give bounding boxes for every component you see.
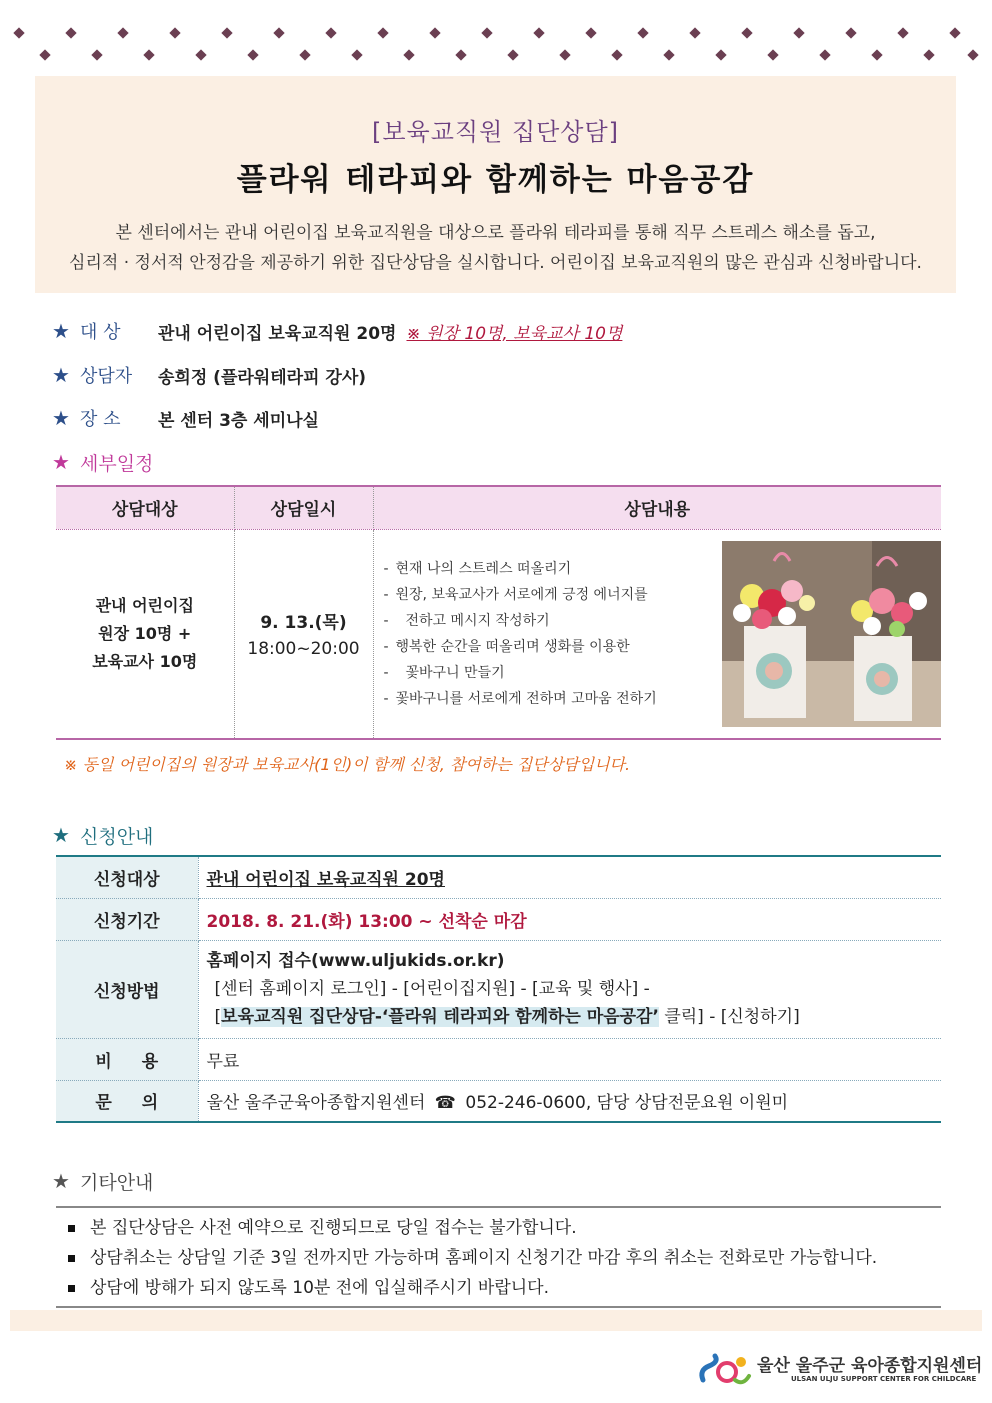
list-item-continued: - 전하고 메시지 작성하기 <box>384 608 657 634</box>
center-logo <box>697 1350 983 1390</box>
subtitle: [보육교직원 집단상담] <box>371 118 619 146</box>
apply-period-value: 2018. 8. 21.(화) 13:00 ~ 선착순 마감 <box>198 898 941 940</box>
apply-section-title: 신청안내 <box>80 825 154 848</box>
etc-list <box>68 1213 877 1303</box>
star-icon: ★ <box>52 406 70 430</box>
star-icon: ★ <box>52 450 70 474</box>
star-icon: ★ <box>52 319 70 343</box>
star-icon: ★ <box>52 1169 70 1193</box>
info-counselor-row <box>52 360 366 390</box>
etc-section-title: 기타안내 <box>80 1171 154 1194</box>
logo-name: 울산 울주군 육아종합지원센터 <box>757 1356 983 1376</box>
apply-row-method <box>56 940 941 1038</box>
apply-cost-value: 무료 <box>198 1038 941 1080</box>
apply-section-heading <box>52 820 153 850</box>
footer-band <box>10 1310 982 1331</box>
schedule-target-line: 원장 10명 + <box>98 623 192 643</box>
apply-cost-key: 비 용 <box>56 1038 198 1080</box>
list-item: - 현재 나의 스트레스 떠올리기 <box>384 556 657 582</box>
intro-line-1: 본 센터에서는 관내 어린이집 보육교직원을 대상으로 플라워 테라피를 통해 직무 스트레스 해소를 돕고, <box>115 223 876 243</box>
schedule-header-row <box>56 486 941 529</box>
apply-target-value: 관내 어린이집 보육교직원 20명 <box>198 856 941 898</box>
list-item: - 행복한 순간을 떠올리며 생화를 이용한 <box>384 634 657 660</box>
divider <box>56 1306 941 1308</box>
schedule-content-list <box>374 556 657 712</box>
schedule-section-heading <box>52 447 153 477</box>
decorative-dot-border <box>10 24 982 64</box>
apply-row-contact <box>56 1080 941 1122</box>
apply-contact-org: 울산 울주군육아종합지원센터 <box>206 1093 426 1114</box>
apply-method-line-2: [센터 홈페이지 로그인] - [어린이집지원] - [교육 및 행사] - <box>214 979 650 999</box>
apply-table <box>56 855 941 1123</box>
info-place-key: 장 소 <box>80 409 121 430</box>
apply-period-key: 신청기간 <box>56 898 198 940</box>
schedule-note: ※ 동일 어린이집의 원장과 보육교사(1인)이 함께 신청, 참여하는 집단상담입니다. <box>64 755 631 774</box>
logo-mark-icon <box>697 1350 753 1390</box>
apply-method-highlight: 보육교직원 집단상담-‘플라워 테라피와 함께하는 마음공감’ <box>221 1007 659 1027</box>
apply-method-line-1: 홈페이지 접수(www.uljukids.or.kr) <box>206 951 505 971</box>
schedule-header-target: 상담대상 <box>56 486 234 529</box>
apply-contact-value <box>198 1080 941 1122</box>
divider <box>56 1206 941 1208</box>
apply-contact-key: 문 의 <box>56 1080 198 1122</box>
info-target-row <box>52 316 622 346</box>
info-place-value: 본 센터 3층 세미나실 <box>158 410 319 431</box>
apply-contact-detail: 052-246-0600, 담당 상담전문요원 이원미 <box>465 1093 789 1114</box>
list-item: - 원장, 보육교사가 서로에게 긍정 에너지를 <box>384 582 657 608</box>
intro-line-2: 심리적 · 정서적 안정감을 제공하기 위한 집단상담을 실시합니다. 어린이집 보육교직원의 많은 관심과 신청바랍니다. <box>69 253 922 273</box>
info-counselor-key: 상담자 <box>80 366 133 387</box>
intro-text <box>35 218 956 278</box>
info-target-key: 대 상 <box>80 322 121 343</box>
header-box <box>35 76 956 293</box>
schedule-content-cell <box>373 529 941 739</box>
info-target-value: 관내 어린이집 보육교직원 20명 <box>158 323 397 344</box>
info-place-row <box>52 403 319 433</box>
apply-row-cost <box>56 1038 941 1080</box>
page-title: 플라워 테라피와 함께하는 마음공감 <box>236 162 755 198</box>
schedule-date: 9. 13.(목) <box>260 613 347 634</box>
schedule-target-cell <box>56 529 234 739</box>
star-icon: ★ <box>52 363 70 387</box>
apply-method-key: 신청방법 <box>56 940 198 1038</box>
info-target-note: ※ 원장 10명, 보육교사 10명 <box>406 323 623 344</box>
schedule-header-datetime: 상담일시 <box>234 486 373 529</box>
info-counselor-value: 송희정 (플라워테라피 강사) <box>158 367 367 388</box>
etc-section-heading <box>52 1166 153 1196</box>
list-item: - 꽃바구니를 서로에게 전하며 고마움 전하기 <box>384 686 657 712</box>
apply-row-period <box>56 898 941 940</box>
schedule-header-content: 상담내용 <box>373 486 941 529</box>
schedule-target-line: 보육교사 10명 <box>92 651 198 671</box>
apply-target-key: 신청대상 <box>56 856 198 898</box>
flower-basket-photo <box>722 541 941 727</box>
logo-name-en: ULSAN ULJU SUPPORT CENTER FOR CHILDCARE <box>791 1375 977 1383</box>
star-icon: ★ <box>52 823 70 847</box>
list-item-continued: - 꽃바구니 만들기 <box>384 660 657 686</box>
apply-method-line-3: [보육교직원 집단상담-‘플라워 테라피와 함께하는 마음공감’ 클릭] - [신청하기] <box>214 1007 800 1027</box>
apply-row-target <box>56 856 941 898</box>
schedule-section-title: 세부일정 <box>80 452 154 475</box>
list-item: 본 집단상담은 사전 예약으로 진행되므로 당일 접수는 불가합니다. <box>68 1213 877 1243</box>
list-item: 상담에 방해가 되지 않도록 10분 전에 입실해주시기 바랍니다. <box>68 1273 877 1303</box>
schedule-table <box>56 485 941 740</box>
schedule-row <box>56 529 941 739</box>
list-item: 상담취소는 상담일 기준 3일 전까지만 가능하며 홈페이지 신청기간 마감 후의 취소는 전화로만 가능합니다. <box>68 1243 877 1273</box>
apply-method-value <box>198 940 941 1038</box>
schedule-target-line: 관내 어린이집 <box>95 595 194 615</box>
schedule-time: 18:00~20:00 <box>247 639 360 660</box>
schedule-datetime-cell <box>234 529 373 739</box>
phone-icon: ☎ <box>434 1093 456 1114</box>
